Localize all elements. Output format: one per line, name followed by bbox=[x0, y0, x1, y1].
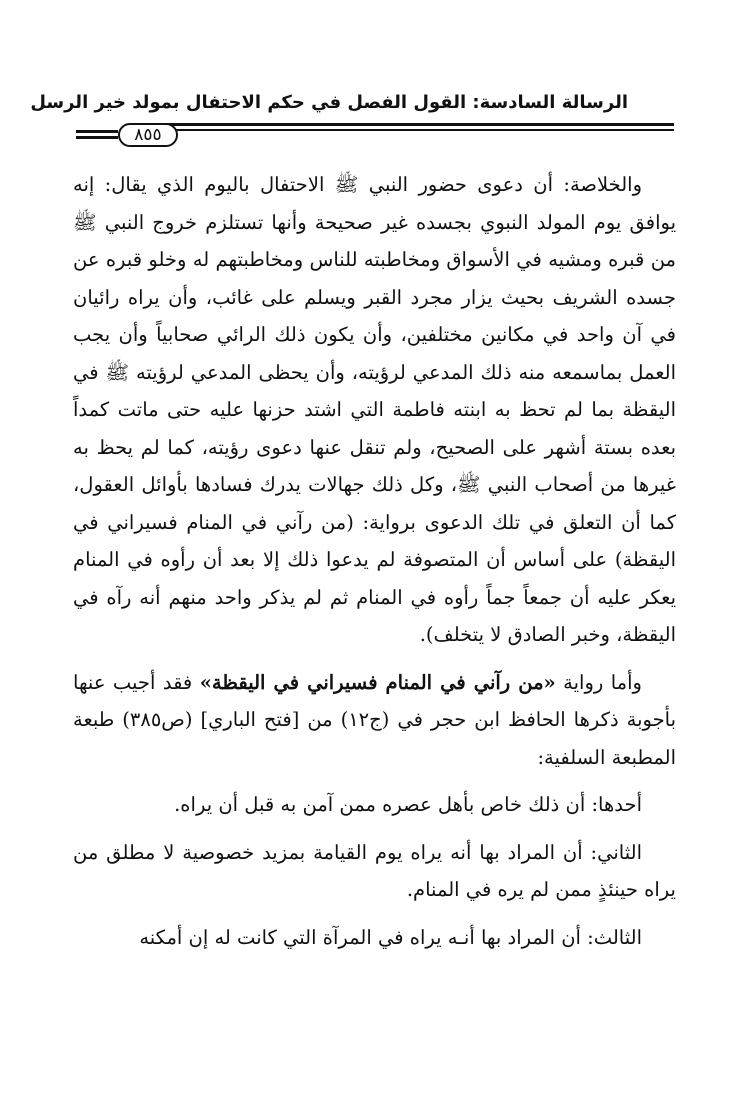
page-number: ٨٥٥ bbox=[118, 123, 178, 147]
paragraph-answer-third: الثالث: أن المراد بها أنـه يراه في المرآة التي كانت له إن أمكنه bbox=[139, 925, 642, 949]
narration-rest: فقد أجيب عنها بأجوبة ذكرها الحافظ ابن حجر في (ج١٢) من [فتح الباري] (ص٣٨٥) طبعة المطبعة السلفية: bbox=[73, 670, 676, 769]
header-rule-line bbox=[154, 123, 674, 126]
paragraph-answer-second: الثاني: أن المراد بها أنه يراه يوم القيامة بمزيد خصوصية لا مطلق من يراه حينئذٍ ممن لم يره في المنام. bbox=[73, 840, 676, 901]
paragraph-narration bbox=[73, 664, 676, 777]
paragraph-answer-first: أحدها: أن ذلك خاص بأهل عصره ممن آمن به قبل أن يراه. bbox=[174, 793, 642, 816]
header-rule-line bbox=[154, 129, 674, 131]
paragraph-summary: والخلاصة: أن دعوى حضور النبي ﷺ الاحتفال باليوم الذي يقال: إنه يوافق يوم المولد النبوي بجسده غير صحيحة وأنها تستلزم خروج النبي ﷺ من قبره ومشيه في الأسواق ومخاطبته للناس ومخاطبتهم له وخلو قبره عن جسده الشريف بحيث يزار مجرد القبر ويسلم على غائب، وأن يراه رائيان في آن واحد في مكانين مختلفين، وأن يكون ذلك الرائي صحابياً وأن يجب العمل بماسمعه منه ذلك المدعي لرؤيته، وأن يحظى المدعي لرؤيته ﷺ في اليقظة بما لم تحظ به ابنته فاطمة التي اشتد حزنها عليه حتى ماتت كمداً بعده بستة أشهر على الصحيح، ولم تنقل عنها دعوى رؤيته، كما لم يحظ به غيرها من أصحاب النبي ﷺ، وكل ذلك جهالات يدرك فسادها بأوائل العقول، كما أن التعلق في تلك الدعوى برواية: (من رآني في المنام فسيراني في اليقظة) على أساس أن المتصوفة لم يدعوا ذلك إلا بعد أن رأوه في المنام يعكر عليه أن جمعاً جماً رأوه في المنام ثم لم يذكر واحد منهم أنه رآه في اليقظة، وخبر الصادق لا يتخلف). bbox=[73, 173, 676, 646]
header-rule-short-line bbox=[76, 130, 118, 133]
header-rule-short-line bbox=[76, 136, 118, 139]
narration-quote: «من رآني في المنام فسيراني في اليقظة» bbox=[199, 670, 556, 694]
body-text bbox=[73, 166, 676, 956]
header-rule bbox=[76, 123, 674, 145]
narration-lead: وأما رواية bbox=[555, 670, 642, 694]
running-header: الرسالة السادسة: القول الفصل في حكم الاحتفال بمولد خير الرسل bbox=[30, 92, 628, 113]
